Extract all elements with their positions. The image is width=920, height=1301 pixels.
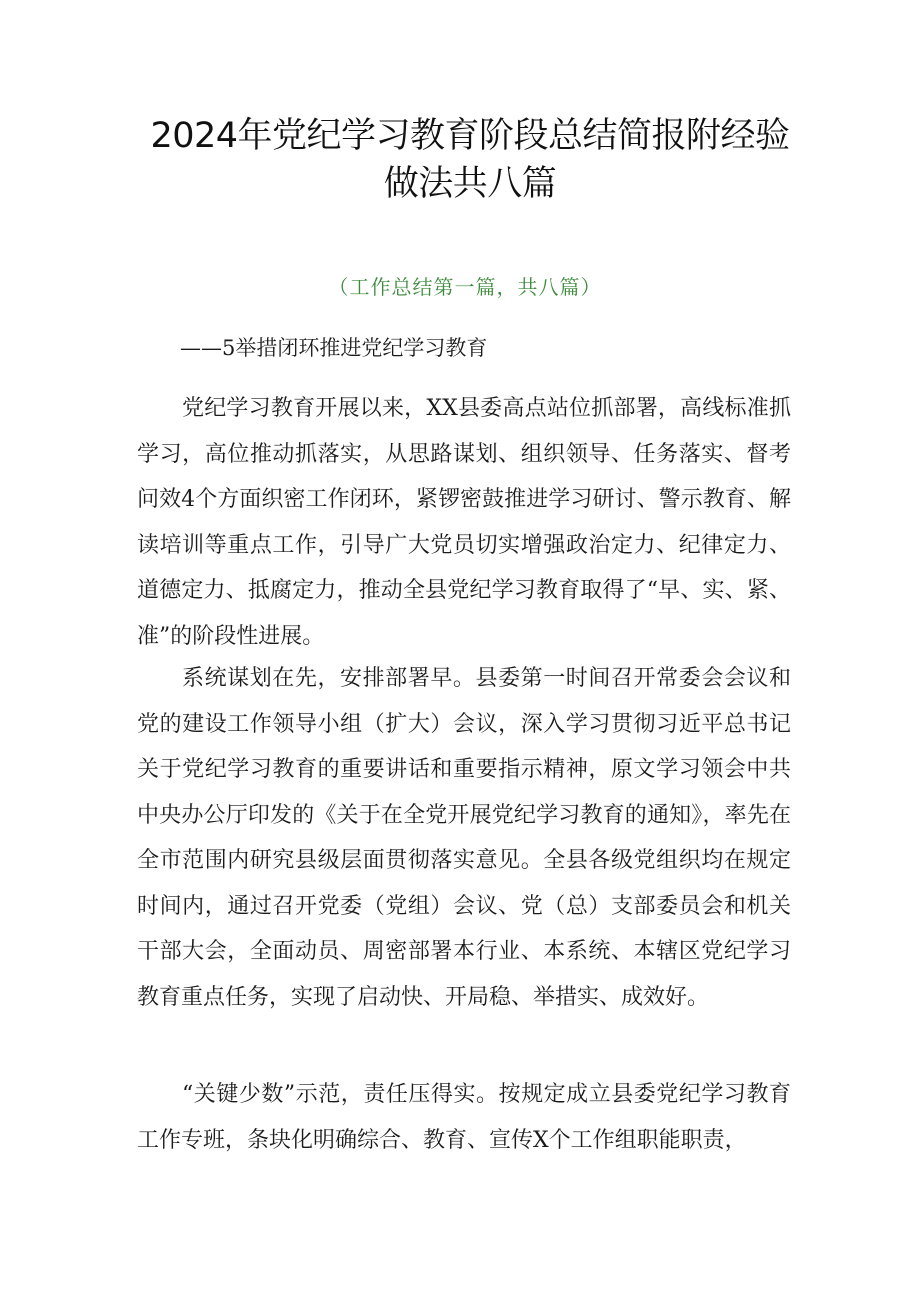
- paragraph-3: “关键少数”示范，责任压得实。按规定成立县委党纪学习教育工作专班，条块化明确综合、教育、宣传X个工作组职能职责，: [137, 1082, 791, 1153]
- paragraph-2: 系统谋划在先，安排部署早。县委第一时间召开常委会会议和党的建设工作领导小组（扩大）会议，深入学习贯彻习近平总书记关于党纪学习教育的重要讲话和重要指示精神，原文学习领会中共中央办公厅印发的《关于在全党开展党纪学习教育的通知》，率先在全市范围内研究县级层面贯彻落实意见。全县各级党组织均在规定时间内，通过召开党委（党组）会议、党（总）支部委员会和机关干部大会，全面动员、周密部署本行业、本系统、本辖区党纪学习教育重点任务，实现了启动快、开局稳、举措实、成效好。: [137, 666, 791, 1010]
- document-subtitle: （工作总结第一篇，共八篇）: [328, 275, 602, 299]
- section-heading: ——5举措闭环推进党纪学习教育: [180, 336, 488, 360]
- document-title-line-1: 2024年党纪学习教育阶段总结简报附经验: [150, 116, 790, 156]
- paragraph-1: 党纪学习教育开展以来，XX县委高点站位抓部署，高线标准抓学习，高位推动抓落实，从思路谋划、组织领导、任务落实、督考问效4个方面织密工作闭环，紧锣密鼓推进学习研讨、警示教育、解读培训等重点工作，引导广大党员切实增强政治定力、纪律定力、道德定力、抵腐定力，推动全县党纪学习教育取得了“早、实、紧、准”的阶段性进展。: [137, 396, 791, 649]
- document-title-line-2: 做法共八篇: [383, 164, 557, 204]
